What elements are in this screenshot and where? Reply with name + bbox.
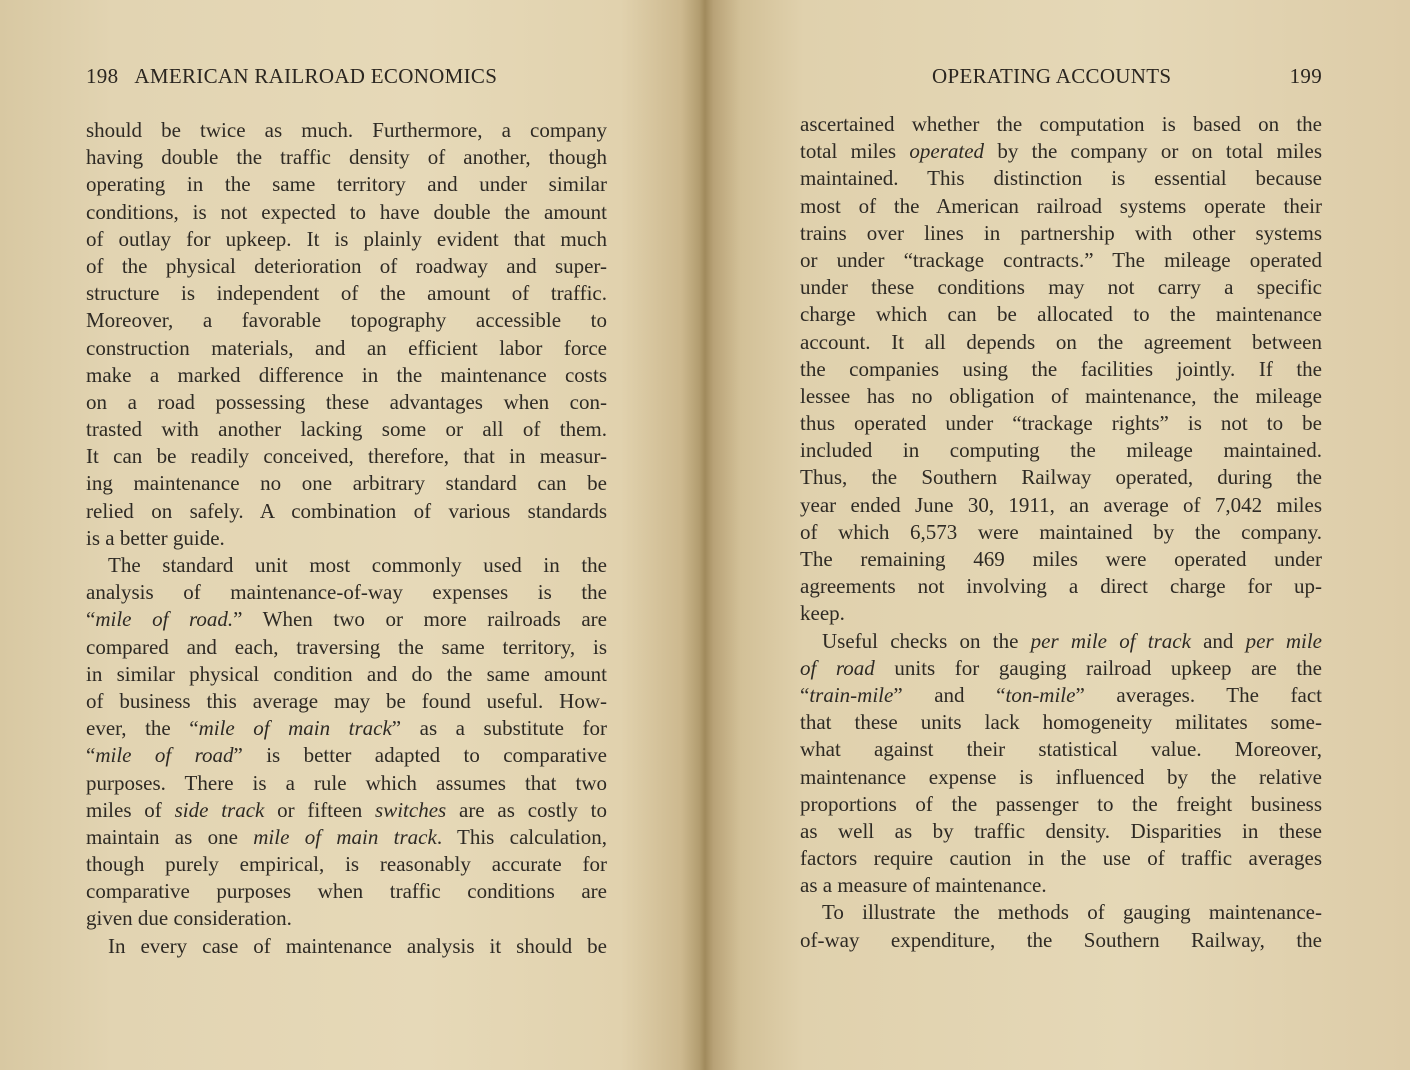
text-line: that these units lack homogeneity militates some- xyxy=(800,710,1322,735)
text-line: To illustrate the methods of gauging maintenance- xyxy=(822,900,1322,925)
text-line: “train-mile” and “ton-mile” averages. The fact xyxy=(800,682,1322,707)
text-line: in similar physical condition and do the same amount xyxy=(86,661,607,686)
right-running-title: OPERATING ACCOUNTS xyxy=(932,64,1172,88)
text-line: maintain as one mile of main track. This calculation, xyxy=(86,824,608,849)
right-page-body xyxy=(800,111,1322,954)
text-line: as well as by traffic density. Disparities in these xyxy=(800,818,1322,843)
text-line: factors require caution in the use of traffic averages xyxy=(800,846,1322,871)
text-line: ing maintenance no one arbitrary standard can be xyxy=(86,471,607,496)
text-line: trasted with another lacking some or all of them. xyxy=(86,417,607,442)
text-line: as a measure of maintenance. xyxy=(800,873,1047,898)
text-line: ever, the “mile of main track” as a substitute for xyxy=(86,716,608,741)
text-line: ascertained whether the computation is based on the xyxy=(800,112,1322,136)
text-line: construction materials, and an efficient labor force xyxy=(86,335,607,360)
right-running-head xyxy=(800,64,1322,94)
text-line: on a road possessing these advantages when con- xyxy=(86,389,607,414)
left-running-head xyxy=(86,64,606,94)
text-line: included in computing the mileage maintained. xyxy=(800,438,1322,463)
text-line: should be twice as much. Furthermore, a company xyxy=(86,118,607,142)
text-line: agreements not involving a direct charge for up- xyxy=(800,574,1322,599)
text-line: operating in the same territory and under similar xyxy=(86,172,607,197)
left-page-body xyxy=(86,117,607,960)
right-page-number: 199 xyxy=(1289,64,1322,88)
text-line: compared and each, traversing the same territory, is xyxy=(86,634,607,659)
text-line: most of the American railroad systems operate their xyxy=(800,193,1322,218)
text-line: trains over lines in partnership with other systems xyxy=(800,220,1322,245)
text-line: analysis of maintenance-of-way expenses is the xyxy=(86,580,607,605)
text-line: of the physical deterioration of roadway and super- xyxy=(86,253,607,278)
text-line: charge which can be allocated to the maintenance xyxy=(800,302,1322,327)
text-line: comparative purposes when traffic conditions are xyxy=(86,879,607,904)
text-line: proportions of the passenger to the freight business xyxy=(800,791,1322,816)
text-line: The remaining 469 miles were operated under xyxy=(800,547,1322,571)
text-line: Useful checks on the per mile of track and per mile xyxy=(822,628,1322,653)
text-line: or under “trackage contracts.” The mileage operated xyxy=(800,247,1322,272)
text-line: lessee has no obligation of maintenance, the mileage xyxy=(800,383,1322,408)
text-line: of business this average may be found useful. How- xyxy=(86,688,607,713)
text-line: of which 6,573 were maintained by the company. xyxy=(800,519,1322,544)
text-line: though purely empirical, is reasonably accurate for xyxy=(86,852,607,877)
left-running-title: AMERICAN RAILROAD ECONOMICS xyxy=(134,64,498,88)
text-line: of-way expenditure, the Southern Railway, the xyxy=(800,927,1322,952)
text-line: purposes. There is a rule which assumes that two xyxy=(86,770,607,795)
text-line: year ended June 30, 1911, an average of 7,042 miles xyxy=(800,492,1322,517)
text-line: what against their statistical value. Moreover, xyxy=(800,737,1322,762)
text-line: the companies using the facilities jointly. If the xyxy=(800,356,1322,381)
text-line: relied on safely. A combination of various standards xyxy=(86,498,607,523)
text-line: of road units for gauging railroad upkeep are the xyxy=(800,655,1322,680)
text-line: make a marked difference in the maintenance costs xyxy=(86,362,607,387)
left-page xyxy=(0,0,700,1070)
text-line: thus operated under “trackage rights” is not to be xyxy=(800,411,1322,436)
text-line: account. It all depends on the agreement between xyxy=(800,329,1322,354)
text-line: miles of side track or fifteen switches are as costly to xyxy=(86,797,607,822)
text-line: is a better guide. xyxy=(86,525,225,550)
text-line: keep. xyxy=(800,601,845,626)
text-line: Thus, the Southern Railway operated, during the xyxy=(800,465,1322,490)
text-line: total miles operated by the company or on total miles xyxy=(800,139,1322,164)
text-line: under these conditions may not carry a specific xyxy=(800,275,1322,300)
text-line: structure is independent of the amount of traffic. xyxy=(86,281,607,306)
text-line: maintained. This distinction is essential because xyxy=(800,166,1322,191)
text-line: The standard unit most commonly used in the xyxy=(108,553,607,577)
right-page xyxy=(705,0,1410,1070)
text-line: conditions, is not expected to have double the amount xyxy=(86,199,607,224)
left-page-number: 198 xyxy=(86,64,119,88)
text-line: It can be readily conceived, therefore, that in measur- xyxy=(86,444,607,469)
text-line: having double the traffic density of another, though xyxy=(86,145,607,170)
text-line: “mile of road.” When two or more railroads are xyxy=(86,607,607,632)
text-line: maintenance expense is influenced by the relative xyxy=(800,764,1322,789)
text-line: given due consideration. xyxy=(86,906,292,931)
text-line: In every case of maintenance analysis it should be xyxy=(108,933,607,958)
text-line: “mile of road” is better adapted to comparative xyxy=(86,743,607,768)
text-line: of outlay for upkeep. It is plainly evident that much xyxy=(86,226,607,251)
text-line: Moreover, a favorable topography accessible to xyxy=(86,308,607,333)
